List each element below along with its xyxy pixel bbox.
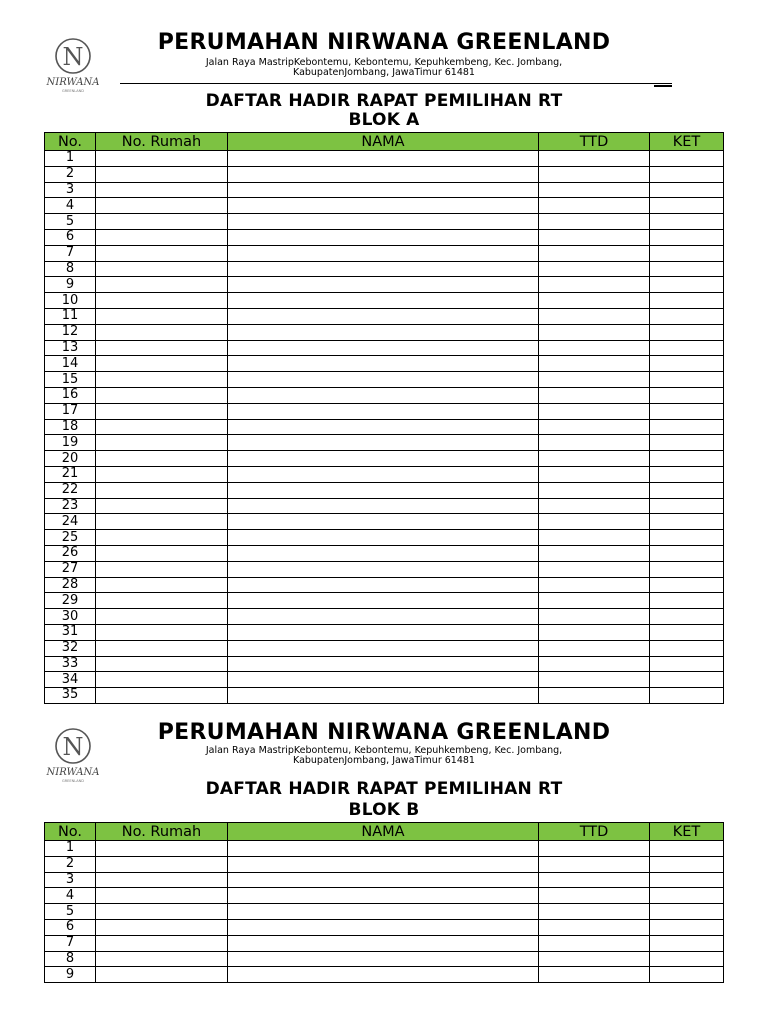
- ket-cell[interactable]: [650, 919, 724, 935]
- table-row: [45, 872, 724, 888]
- table-row: [45, 498, 724, 514]
- nama-cell[interactable]: [228, 593, 539, 609]
- table-row: [45, 688, 724, 704]
- header-nama: NAMA: [228, 133, 539, 151]
- ket-cell[interactable]: [650, 214, 724, 230]
- ket-cell[interactable]: [650, 872, 724, 888]
- no-rumah-cell[interactable]: [96, 372, 228, 388]
- table-row: [45, 856, 724, 872]
- table-row: [45, 451, 724, 467]
- table-row: [45, 387, 724, 403]
- nama-cell[interactable]: [228, 277, 539, 293]
- nama-cell[interactable]: [228, 166, 539, 182]
- ttd-cell[interactable]: [539, 340, 650, 356]
- nama-cell[interactable]: [228, 324, 539, 340]
- nama-cell[interactable]: [228, 904, 539, 920]
- ttd-cell[interactable]: [539, 356, 650, 372]
- nama-cell[interactable]: [228, 640, 539, 656]
- row-number: 25: [45, 530, 96, 546]
- table-row: [45, 340, 724, 356]
- nama-cell[interactable]: [228, 466, 539, 482]
- no-rumah-cell[interactable]: [96, 672, 228, 688]
- ttd-cell[interactable]: [539, 967, 650, 983]
- no-rumah-cell[interactable]: [96, 935, 228, 951]
- ttd-cell[interactable]: [539, 293, 650, 309]
- ttd-cell[interactable]: [539, 277, 650, 293]
- no-rumah-cell[interactable]: [96, 498, 228, 514]
- nama-cell[interactable]: [228, 514, 539, 530]
- table-row: [45, 530, 724, 546]
- row-number: 10: [45, 293, 96, 309]
- table-row: [45, 372, 724, 388]
- ket-cell[interactable]: [650, 277, 724, 293]
- row-number: 7: [45, 935, 96, 951]
- nama-cell[interactable]: [228, 435, 539, 451]
- header-ttd: TTD: [539, 133, 650, 151]
- ttd-cell[interactable]: [539, 229, 650, 245]
- row-number: 3: [45, 872, 96, 888]
- no-rumah-cell[interactable]: [96, 293, 228, 309]
- row-number: 2: [45, 166, 96, 182]
- no-rumah-cell[interactable]: [96, 593, 228, 609]
- table-row: [45, 403, 724, 419]
- nama-cell[interactable]: [228, 672, 539, 688]
- row-number: 35: [45, 688, 96, 704]
- no-rumah-cell[interactable]: [96, 688, 228, 704]
- ttd-cell[interactable]: [539, 482, 650, 498]
- ttd-cell[interactable]: [539, 935, 650, 951]
- no-rumah-cell[interactable]: [96, 166, 228, 182]
- header-ket: KET: [650, 823, 724, 841]
- table-row: [45, 593, 724, 609]
- row-number: 18: [45, 419, 96, 435]
- ttd-cell[interactable]: [539, 498, 650, 514]
- no-rumah-cell[interactable]: [96, 466, 228, 482]
- row-number: 19: [45, 435, 96, 451]
- table-row: [45, 841, 724, 857]
- no-rumah-cell[interactable]: [96, 640, 228, 656]
- ttd-cell[interactable]: [539, 856, 650, 872]
- ttd-cell[interactable]: [539, 545, 650, 561]
- address-line-1: Jalan Raya MastripKebontemu, Kebontemu, Kepuhkembeng, Kec. Jombang,: [205, 745, 563, 756]
- no-rumah-cell[interactable]: [96, 482, 228, 498]
- ket-cell[interactable]: [650, 545, 724, 561]
- table-row: [45, 435, 724, 451]
- table-header-row: [45, 823, 724, 841]
- ket-cell[interactable]: [650, 888, 724, 904]
- row-number: 22: [45, 482, 96, 498]
- logo-subtext: GREENLAND: [62, 89, 84, 93]
- row-number: 30: [45, 609, 96, 625]
- row-number: 24: [45, 514, 96, 530]
- header-ttd: TTD: [539, 823, 650, 841]
- no-rumah-cell[interactable]: [96, 151, 228, 167]
- row-number: 31: [45, 624, 96, 640]
- row-number: 14: [45, 356, 96, 372]
- row-number: 33: [45, 656, 96, 672]
- row-number: 1: [45, 841, 96, 857]
- nama-cell[interactable]: [228, 888, 539, 904]
- no-rumah-cell[interactable]: [96, 919, 228, 935]
- table-row: [45, 561, 724, 577]
- subtitle-line-2: BLOK A: [348, 110, 420, 130]
- logo-text: NIRWANA: [46, 77, 100, 88]
- no-rumah-cell[interactable]: [96, 951, 228, 967]
- table-row: [45, 624, 724, 640]
- subtitle-line-2: BLOK B: [348, 800, 420, 820]
- table-row: [45, 514, 724, 530]
- ttd-cell[interactable]: [539, 151, 650, 167]
- nama-cell[interactable]: [228, 451, 539, 467]
- nama-cell[interactable]: [228, 198, 539, 214]
- ket-cell[interactable]: [650, 466, 724, 482]
- ttd-cell[interactable]: [539, 372, 650, 388]
- ttd-cell[interactable]: [539, 324, 650, 340]
- nama-cell[interactable]: [228, 609, 539, 625]
- no-rumah-cell[interactable]: [96, 514, 228, 530]
- ttd-cell[interactable]: [539, 214, 650, 230]
- ttd-cell[interactable]: [539, 561, 650, 577]
- table-row: [45, 951, 724, 967]
- logo-emblem-icon: [44, 36, 102, 96]
- nama-cell[interactable]: [228, 498, 539, 514]
- row-number: 9: [45, 967, 96, 983]
- table-row: [45, 919, 724, 935]
- ttd-cell[interactable]: [539, 672, 650, 688]
- subtitle-line-1: DAFTAR HADIR RAPAT PEMILIHAN RT: [205, 91, 563, 111]
- header-no-rumah: No. Rumah: [96, 823, 228, 841]
- ket-cell[interactable]: [650, 640, 724, 656]
- row-number: 4: [45, 198, 96, 214]
- no-rumah-cell[interactable]: [96, 277, 228, 293]
- ttd-cell[interactable]: [539, 577, 650, 593]
- nama-cell[interactable]: [228, 356, 539, 372]
- table-row: [45, 609, 724, 625]
- no-rumah-cell[interactable]: [96, 356, 228, 372]
- ket-cell[interactable]: [650, 672, 724, 688]
- ket-cell[interactable]: [650, 577, 724, 593]
- nama-cell[interactable]: [228, 561, 539, 577]
- table-row: [45, 308, 724, 324]
- nama-cell[interactable]: [228, 293, 539, 309]
- header-divider: [120, 83, 672, 84]
- row-number: 21: [45, 466, 96, 482]
- row-number: 15: [45, 372, 96, 388]
- row-number: 8: [45, 951, 96, 967]
- row-number: 6: [45, 229, 96, 245]
- ttd-cell[interactable]: [539, 888, 650, 904]
- ttd-cell[interactable]: [539, 451, 650, 467]
- table-row: [45, 672, 724, 688]
- attendance-table-blok-a: [44, 132, 724, 704]
- table-row: [45, 356, 724, 372]
- ket-cell[interactable]: [650, 151, 724, 167]
- no-rumah-cell[interactable]: [96, 261, 228, 277]
- ttd-cell[interactable]: [539, 951, 650, 967]
- table-row: [45, 419, 724, 435]
- nama-cell[interactable]: [228, 951, 539, 967]
- table-row: [45, 324, 724, 340]
- row-number: 12: [45, 324, 96, 340]
- attendance-table-blok-b: [44, 822, 724, 983]
- no-rumah-cell[interactable]: [96, 656, 228, 672]
- row-number: 9: [45, 277, 96, 293]
- nama-cell[interactable]: [228, 387, 539, 403]
- logo-text: NIRWANA: [46, 767, 100, 778]
- header-nama: NAMA: [228, 823, 539, 841]
- table-row: [45, 214, 724, 230]
- table-row: [45, 198, 724, 214]
- ket-cell[interactable]: [650, 419, 724, 435]
- nama-cell[interactable]: [228, 261, 539, 277]
- table-row: [45, 261, 724, 277]
- row-number: 1: [45, 151, 96, 167]
- row-number: 32: [45, 640, 96, 656]
- ket-cell[interactable]: [650, 372, 724, 388]
- header-no-rumah: No. Rumah: [96, 133, 228, 151]
- table-row: [45, 229, 724, 245]
- ket-cell[interactable]: [650, 324, 724, 340]
- no-rumah-cell[interactable]: [96, 214, 228, 230]
- no-rumah-cell[interactable]: [96, 435, 228, 451]
- ket-cell[interactable]: [650, 261, 724, 277]
- nama-cell[interactable]: [228, 340, 539, 356]
- nama-cell[interactable]: [228, 935, 539, 951]
- ket-cell[interactable]: [650, 856, 724, 872]
- ttd-cell[interactable]: [539, 182, 650, 198]
- ket-cell[interactable]: [650, 293, 724, 309]
- no-rumah-cell[interactable]: [96, 451, 228, 467]
- logo-emblem-icon: [44, 726, 102, 786]
- table-row: [45, 935, 724, 951]
- ket-cell[interactable]: [650, 229, 724, 245]
- no-rumah-cell[interactable]: [96, 530, 228, 546]
- row-number: 34: [45, 672, 96, 688]
- ttd-cell[interactable]: [539, 919, 650, 935]
- table-row: [45, 640, 724, 656]
- nama-cell[interactable]: [228, 856, 539, 872]
- ket-cell[interactable]: [650, 624, 724, 640]
- row-number: 3: [45, 182, 96, 198]
- ket-cell[interactable]: [650, 951, 724, 967]
- nama-cell[interactable]: [228, 919, 539, 935]
- ttd-cell[interactable]: [539, 609, 650, 625]
- row-number: 5: [45, 214, 96, 230]
- table-row: [45, 151, 724, 167]
- ttd-cell[interactable]: [539, 656, 650, 672]
- row-number: 16: [45, 387, 96, 403]
- subtitle-line-1: DAFTAR HADIR RAPAT PEMILIHAN RT: [205, 779, 563, 799]
- no-rumah-cell[interactable]: [96, 198, 228, 214]
- ttd-cell[interactable]: [539, 688, 650, 704]
- address-line-2: KabupatenJombang, JawaTimur 61481: [293, 755, 475, 766]
- ket-cell[interactable]: [650, 530, 724, 546]
- logo-subtext: GREENLAND: [62, 779, 84, 783]
- ket-cell[interactable]: [650, 403, 724, 419]
- ket-cell[interactable]: [650, 387, 724, 403]
- no-rumah-cell[interactable]: [96, 403, 228, 419]
- row-number: 2: [45, 856, 96, 872]
- row-number: 5: [45, 904, 96, 920]
- ket-cell[interactable]: [650, 656, 724, 672]
- no-rumah-cell[interactable]: [96, 872, 228, 888]
- address-line-1: Jalan Raya MastripKebontemu, Kebontemu, Kepuhkembeng, Kec. Jombang,: [205, 57, 563, 68]
- row-number: 20: [45, 451, 96, 467]
- nama-cell[interactable]: [228, 229, 539, 245]
- ttd-cell[interactable]: [539, 872, 650, 888]
- nama-cell[interactable]: [228, 577, 539, 593]
- ket-cell[interactable]: [650, 904, 724, 920]
- no-rumah-cell[interactable]: [96, 340, 228, 356]
- nama-cell[interactable]: [228, 530, 539, 546]
- row-number: 23: [45, 498, 96, 514]
- ket-cell[interactable]: [650, 451, 724, 467]
- nama-cell[interactable]: [228, 656, 539, 672]
- row-number: 4: [45, 888, 96, 904]
- no-rumah-cell[interactable]: [96, 561, 228, 577]
- nama-cell[interactable]: [228, 151, 539, 167]
- ttd-cell[interactable]: [539, 245, 650, 261]
- ttd-cell[interactable]: [539, 261, 650, 277]
- ket-cell[interactable]: [650, 967, 724, 983]
- ttd-cell[interactable]: [539, 841, 650, 857]
- nama-cell[interactable]: [228, 245, 539, 261]
- ket-cell[interactable]: [650, 435, 724, 451]
- ket-cell[interactable]: [650, 561, 724, 577]
- row-number: 28: [45, 577, 96, 593]
- ket-cell[interactable]: [650, 356, 724, 372]
- nama-cell[interactable]: [228, 482, 539, 498]
- no-rumah-cell[interactable]: [96, 419, 228, 435]
- no-rumah-cell[interactable]: [96, 856, 228, 872]
- nama-cell[interactable]: [228, 403, 539, 419]
- nama-cell[interactable]: [228, 545, 539, 561]
- row-number: 8: [45, 261, 96, 277]
- ttd-cell[interactable]: [539, 403, 650, 419]
- ket-cell[interactable]: [650, 688, 724, 704]
- ttd-cell[interactable]: [539, 308, 650, 324]
- no-rumah-cell[interactable]: [96, 545, 228, 561]
- no-rumah-cell[interactable]: [96, 229, 228, 245]
- no-rumah-cell[interactable]: [96, 609, 228, 625]
- document-title: PERUMAHAN NIRWANA GREENLAND: [157, 30, 611, 55]
- ttd-cell[interactable]: [539, 514, 650, 530]
- nama-cell[interactable]: [228, 688, 539, 704]
- table-row: [45, 545, 724, 561]
- header-no: No.: [45, 133, 96, 151]
- table-row: [45, 888, 724, 904]
- ket-cell[interactable]: [650, 340, 724, 356]
- ttd-cell[interactable]: [539, 166, 650, 182]
- ttd-cell[interactable]: [539, 624, 650, 640]
- row-number: 29: [45, 593, 96, 609]
- nama-cell[interactable]: [228, 182, 539, 198]
- row-number: 13: [45, 340, 96, 356]
- ttd-cell[interactable]: [539, 466, 650, 482]
- no-rumah-cell[interactable]: [96, 577, 228, 593]
- no-rumah-cell[interactable]: [96, 324, 228, 340]
- row-number: 17: [45, 403, 96, 419]
- nama-cell[interactable]: [228, 308, 539, 324]
- ket-cell[interactable]: [650, 166, 724, 182]
- ket-cell[interactable]: [650, 935, 724, 951]
- ttd-cell[interactable]: [539, 530, 650, 546]
- table-row: [45, 904, 724, 920]
- nirwana-logo: [44, 36, 102, 96]
- nama-cell[interactable]: [228, 841, 539, 857]
- nirwana-logo: [44, 726, 102, 786]
- document-title: PERUMAHAN NIRWANA GREENLAND: [157, 720, 611, 745]
- no-rumah-cell[interactable]: [96, 308, 228, 324]
- no-rumah-cell[interactable]: [96, 245, 228, 261]
- ttd-cell[interactable]: [539, 387, 650, 403]
- header-ket: KET: [650, 133, 724, 151]
- row-number: 11: [45, 308, 96, 324]
- no-rumah-cell[interactable]: [96, 841, 228, 857]
- table-row: [45, 277, 724, 293]
- no-rumah-cell[interactable]: [96, 888, 228, 904]
- ket-cell[interactable]: [650, 841, 724, 857]
- ttd-cell[interactable]: [539, 904, 650, 920]
- row-number: 27: [45, 561, 96, 577]
- ttd-cell[interactable]: [539, 640, 650, 656]
- row-number: 7: [45, 245, 96, 261]
- no-rumah-cell[interactable]: [96, 967, 228, 983]
- table-row: [45, 466, 724, 482]
- ket-cell[interactable]: [650, 308, 724, 324]
- ttd-cell[interactable]: [539, 419, 650, 435]
- svg-text:N: N: [62, 43, 84, 71]
- table-row: [45, 656, 724, 672]
- table-row: [45, 967, 724, 983]
- nama-cell[interactable]: [228, 214, 539, 230]
- ket-cell[interactable]: [650, 245, 724, 261]
- ttd-cell[interactable]: [539, 435, 650, 451]
- no-rumah-cell[interactable]: [96, 387, 228, 403]
- header-no: No.: [45, 823, 96, 841]
- nama-cell[interactable]: [228, 372, 539, 388]
- svg-text:N: N: [62, 733, 84, 761]
- no-rumah-cell[interactable]: [96, 182, 228, 198]
- ket-cell[interactable]: [650, 198, 724, 214]
- row-number: 26: [45, 545, 96, 561]
- table-row: [45, 482, 724, 498]
- ket-cell[interactable]: [650, 593, 724, 609]
- table-row: [45, 577, 724, 593]
- ket-cell[interactable]: [650, 514, 724, 530]
- table-row: [45, 182, 724, 198]
- address-line-2: KabupatenJombang, JawaTimur 61481: [293, 67, 475, 78]
- nama-cell[interactable]: [228, 419, 539, 435]
- table-row: [45, 293, 724, 309]
- ket-cell[interactable]: [650, 609, 724, 625]
- ttd-cell[interactable]: [539, 198, 650, 214]
- nama-cell[interactable]: [228, 967, 539, 983]
- ket-cell[interactable]: [650, 182, 724, 198]
- nama-cell[interactable]: [228, 624, 539, 640]
- ttd-cell[interactable]: [539, 593, 650, 609]
- nama-cell[interactable]: [228, 872, 539, 888]
- no-rumah-cell[interactable]: [96, 624, 228, 640]
- no-rumah-cell[interactable]: [96, 904, 228, 920]
- ket-cell[interactable]: [650, 482, 724, 498]
- table-row: [45, 166, 724, 182]
- ket-cell[interactable]: [650, 498, 724, 514]
- table-row: [45, 245, 724, 261]
- table-header-row: [45, 133, 724, 151]
- row-number: 6: [45, 919, 96, 935]
